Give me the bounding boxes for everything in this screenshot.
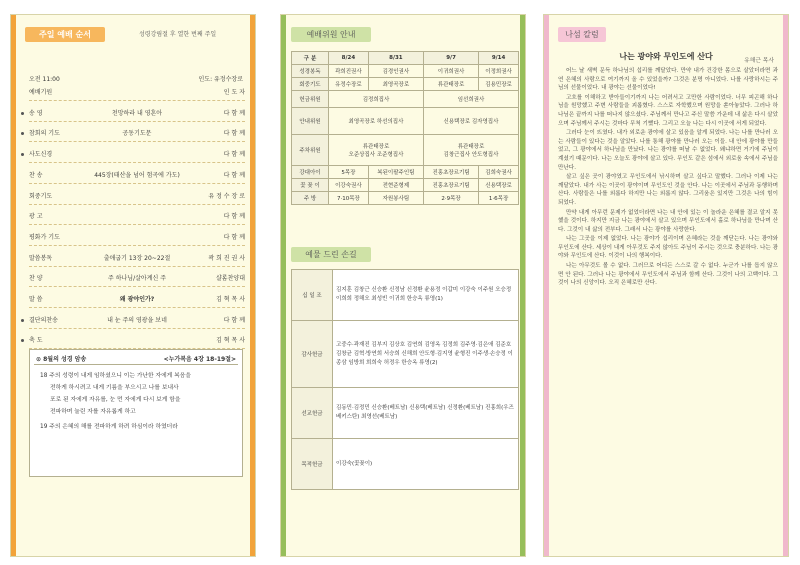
schedule-cell: 김용민장로	[479, 78, 519, 91]
order-item-detail: 출애굽기 13장 20~22절	[103, 254, 171, 262]
order-item-person: 다 함 께	[223, 316, 245, 324]
order-item-person: 다 함 께	[223, 233, 245, 241]
offering-names: 김지훈 김창근 신승환 신정남 신정환 윤용정 이갑미 이강숙 이주원 오승정 이희희 정해오 최성빈 이귀희 한승옥 류영(1)	[333, 270, 519, 321]
schedule-row	[292, 78, 519, 91]
order-item-name: 말씀봉독	[29, 254, 53, 262]
order-item-detail: 왜 광야인가?	[119, 296, 155, 303]
order-item-name: 찬 송	[29, 171, 43, 179]
order-item-person: 인 도 자	[223, 89, 245, 96]
bullet-icon	[21, 339, 24, 342]
dotted-divider	[29, 266, 245, 267]
order-item	[29, 150, 245, 159]
schedule-cell: 이귀희권사	[423, 65, 478, 78]
order-item-person: 곽 희 진 권 사	[208, 254, 245, 262]
schedule-row	[292, 166, 519, 179]
column-panel	[543, 14, 789, 557]
order-item-person: 김 혁 목 사	[216, 337, 245, 345]
schedule-row	[292, 91, 519, 108]
offering-names: 이강숙(꽃꽂이)	[333, 439, 519, 490]
schedule-cell: 곽희진권사	[329, 65, 369, 78]
schedule-cell: 복된이팔주인팀	[368, 166, 423, 179]
offering-category: 십 일 조	[292, 270, 333, 321]
order-item-name: 사도신경	[29, 151, 53, 159]
panel-edge	[250, 15, 255, 556]
schedule-header-cell: 9/14	[479, 52, 519, 65]
schedule-row-label: 주 방	[292, 192, 329, 205]
schedule-row-label: 회중기도	[292, 78, 329, 91]
order-item-name: 광 고	[29, 213, 43, 221]
scripture-line: 전하게 하시려고 내게 기름을 부으시고 나를 보내사	[50, 385, 179, 391]
order-item-name: 송 영	[29, 109, 43, 117]
worship-order-tab: 주일 예배 순서	[25, 27, 105, 42]
order-item-detail: 주 하나님/살아계신 주	[107, 275, 166, 283]
bullet-icon	[21, 153, 24, 156]
column-paragraph: 나는 아무것도 볼 수 없다. 그러므로 어디든 스스로 갈 수 없다. 누군가 나를 돕지 않으면 안 된다. 그러나 나는 광야에서 무인도에서 주님과 함께 산다. 그것이 나의 고백이다. 그것이 나의 신앙이다. 오직 은혜로만 산다.	[558, 263, 778, 287]
panel-edge	[783, 15, 788, 556]
schedule-cell: 신용택장로 김자영집사	[423, 108, 518, 135]
offering-row	[292, 439, 519, 490]
worship-volunteers-tab: 예배위원 안내	[291, 27, 371, 42]
schedule-cell: 1·6목장	[479, 192, 519, 205]
dotted-divider	[29, 245, 245, 246]
schedule-cell: 김희숙권사	[479, 166, 519, 179]
volunteer-schedule-table	[291, 51, 519, 205]
offering-category: 감사헌금	[292, 321, 333, 388]
order-item-name: 결단의찬송	[29, 316, 58, 324]
scripture-line: 전파하며 눌린 자를 자유롭게 하고	[50, 409, 136, 415]
sunday-subtitle: 성령강림절 후 열한 번째 주일	[139, 31, 217, 38]
schedule-row-label: 성경봉독	[292, 65, 329, 78]
dotted-divider	[29, 100, 245, 101]
schedule-cell: 최영곡장로	[368, 78, 423, 91]
schedule-cell: 진홍초장르기팀	[423, 166, 478, 179]
order-item-detail: 445장(태산을 넘어 험곡에 가도)	[94, 171, 180, 179]
schedule-cell: 임선희권사	[423, 91, 518, 108]
dotted-divider	[29, 328, 245, 329]
schedule-row	[292, 135, 519, 166]
order-item-name: 말 씀	[29, 296, 43, 303]
schedule-cell: 2·9목장	[423, 192, 478, 205]
order-item	[29, 316, 245, 325]
order-item-person: 다 함 께	[223, 109, 245, 117]
dotted-divider	[29, 121, 245, 122]
schedule-cell: 신용택장로	[479, 179, 519, 192]
volunteers-panel	[280, 14, 526, 557]
panel-edge	[11, 15, 16, 556]
schedule-row	[292, 192, 519, 205]
schedule-cell: 7·10목장	[329, 192, 369, 205]
panel-edge	[544, 15, 549, 556]
schedule-row-label: 주차위원	[292, 135, 329, 166]
schedule-header-cell: 구 분	[292, 52, 329, 65]
order-item-person: 김 혁 목 사	[216, 296, 245, 303]
order-item-person: 유 정 수 장 로	[208, 192, 245, 200]
schedule-row-label: 안내위원	[292, 108, 329, 135]
offering-category: 목적헌금	[292, 439, 333, 490]
column-paragraph: 살고 싶은 곳이 광야였고 무인도에서 낚시하며 살고 싶다고 말했다. 그러나 이제 나는 깨달았다. 내가 사는 이곳이 광야이며 무인도인 것을 안다. 나는 이곳에서 주님과 동행하며 산다. 사람들은 나를 외롭다 하지만 나는 외롭지 않다. 그리움은 있지만 그것은 나의 힘이 되었다.	[558, 174, 778, 206]
column-paragraph: 고흐를 이해하고 받아들이기까지 나는 어려서고 고만한 사람이었다. 너무 피곤해 하나님을 원망했고 주변 사람들을 괴롭혔다. 스스로 자학했으며 원망을 쏟아놓았다. 그러나 하나님은 끝까지 나를 떠나지 않으셨다. 주님께서 만나고 주신 말씀 가운데 내 삶은 다시 살았으며 주님께서 주시는 것마다 무척 기뻤다. 그리고 오늘 나는 다시 이곳에 서게 되었다.	[558, 94, 778, 127]
schedule-cell: 유정수장로	[329, 78, 369, 91]
panel-edge	[281, 15, 286, 556]
offering-row	[292, 388, 519, 439]
dotted-divider	[29, 224, 245, 225]
scripture-memorization-box	[29, 349, 243, 477]
scripture-title: ⊙ 8월의 성경 암송	[36, 356, 87, 363]
order-item	[29, 274, 245, 283]
order-item-detail: 공동기도문	[122, 130, 152, 138]
bullet-icon	[21, 132, 24, 135]
order-item-person: 샬롬찬양대	[216, 275, 245, 283]
schedule-header-cell: 8/24	[329, 52, 369, 65]
column-paragraph: 만약 내게 아무런 문제가 없었더라면 나는 내 안에 있는 이 놀라운 은혜를 결코 알지 못했을 것이다. 하지만 지금 나는 광야에서 살고 있으며 무인도에서 홀로 하나님을 만나며 산다. 그것이 내 삶의 전부다. 그래서 나는 광야를 사랑한다.	[558, 209, 778, 233]
order-item-person: 다 함 께	[223, 171, 245, 179]
order-item-detail: 내 눈 주의 영광을 보네	[107, 316, 167, 324]
schedule-cell: 류관태장로 오준상집사 조준형집사	[329, 135, 424, 166]
schedule-cell: 5목장	[329, 166, 369, 179]
order-item	[29, 295, 245, 304]
offering-row	[292, 270, 519, 321]
dotted-divider	[29, 141, 245, 142]
bullet-icon	[21, 112, 24, 115]
order-item-detail: 천망하라 내 영혼아	[111, 109, 163, 117]
bullet-icon	[21, 319, 24, 322]
order-item-name: 예배기원	[29, 89, 53, 96]
scripture-reference: <누가복음 4장 18-19절>	[163, 356, 236, 363]
order-item-person: 다 함 께	[223, 151, 245, 159]
dotted-divider	[29, 183, 245, 184]
schedule-header-cell: 8/31	[368, 52, 423, 65]
schedule-cell: 진홍초장르기팀	[423, 179, 478, 192]
dotted-divider	[29, 348, 245, 349]
schedule-cell: 이강숙권사	[329, 179, 369, 192]
order-item	[29, 212, 245, 221]
order-item-name: 회중기도	[29, 192, 53, 200]
dotted-divider	[29, 307, 245, 308]
column-paragraph: 어느 날 새벽 문득 하나님의 섭리를 깨달았다. 만약 내가 건강한 몸으로 살았더라면 과연 은혜의 사람으로 여기까지 올 수 있었을까? 그것은 분명 아니었다. 나를 사랑하시는 주님의 선물이었다. 내 광야는 선물이었다!	[558, 68, 778, 92]
offerings-tab: 예물 드린 손길	[291, 247, 371, 262]
order-item-name: 축 도	[29, 337, 43, 345]
order-item-name: 찬 양	[29, 275, 43, 283]
offering-category: 선교헌금	[292, 388, 333, 439]
offering-names: 김동민·김정민 신승환(베트남) 신용택(베트남) 신정환(베트남) 진홍희(우즈베키스탄) 최영선(베트남)	[333, 388, 519, 439]
order-item	[29, 171, 245, 180]
offering-names: 고중수·곽재진 김부지 김상호 김연희 김영옥 김정희 김주영·김은애 김준호 김창균 김혁·방연희 서승희 신해희 안도형·김지영 윤형진 이주생·손승정 이종삼 임방희 희희숙 허정우 한승옥 류영(2)	[333, 321, 519, 388]
schedule-cell: 자원봉사팀	[368, 192, 423, 205]
schedule-row	[292, 108, 519, 135]
service-time: 오전 11:00	[29, 76, 60, 83]
dotted-divider	[29, 204, 245, 205]
scripture-line: 19 주의 은혜의 해를 전파하게 하려 하심이라 하였더라	[40, 424, 178, 430]
order-item	[29, 192, 245, 201]
order-item	[29, 88, 245, 97]
column-body	[558, 67, 778, 289]
column-paragraph: 그러다 눈이 뜨였다. 내가 외로운 광야에 살고 있음을 알게 되었다. 나는 나를 만나러 오는 사람들이 있다는 것을 알았다. 나를 통해 광야를 만나러 오는 이들. 내 안에 광야를 만들었고, 그 광야에서 하나님을 만났다. 나는 광야를 떠날 수 없었다. 왜냐하면 거기에 주님이 계셨기 때문이다. 나는 오늘도 광야에 살고 있다. 무인도 같은 섬에서 외로움 속에서 주님을 만난다.	[558, 130, 778, 171]
schedule-row-label: 꽃 꽂 이	[292, 179, 329, 192]
order-item	[29, 129, 245, 138]
schedule-row	[292, 65, 519, 78]
order-item-name: 참회의 기도	[29, 130, 60, 138]
scripture-line: 18 주의 성령이 내게 임하셨으니 이는 가난한 자에게 복음을	[40, 373, 191, 379]
schedule-header-cell: 9/7	[423, 52, 478, 65]
order-item-name: 평화가 기도	[29, 233, 60, 241]
scripture-text	[40, 370, 236, 433]
offering-row	[292, 321, 519, 388]
service-leader: 인도: 유정수장로	[198, 76, 243, 83]
order-item-person: 다 함 께	[223, 213, 245, 221]
schedule-cell: 이정희권사	[479, 65, 519, 78]
schedule-cell: 김경인권사	[368, 65, 423, 78]
order-item	[29, 233, 245, 242]
dotted-divider	[29, 162, 245, 163]
column-title: 나는 광야와 무인도에 산다	[619, 52, 713, 61]
schedule-row-label: 헌금위원	[292, 91, 329, 108]
schedule-cell: 류관태장로 김창근집사 안도형집사	[423, 135, 518, 166]
order-item	[29, 109, 245, 118]
column-tab: 나섬 칼럼	[558, 27, 606, 42]
schedule-cell: 최영곡장로 하선의집사	[329, 108, 424, 135]
panel-edge	[520, 15, 525, 556]
order-item	[29, 254, 245, 263]
schedule-cell: 류관태장로	[423, 78, 478, 91]
column-author: 유해근 목사	[744, 58, 774, 64]
schedule-row-label: 강대아이	[292, 166, 329, 179]
schedule-row	[292, 179, 519, 192]
order-item	[29, 336, 245, 345]
worship-order-panel	[10, 14, 256, 557]
schedule-cell: 전현준형제	[368, 179, 423, 192]
order-item-person: 다 함 께	[223, 130, 245, 138]
column-paragraph: 나는 그곳을 이제 없었다. 나는 광야가 섭리이며 은혜라는 것을 깨닫는다. 나는 광야와 무인도에 산다. 세상이 내게 아무것도 주지 않아도 주님이 주시는 것으로 충분하다. 나는 광야와 무인도에 산다. 이것이 나의 행복이다.	[558, 236, 778, 260]
scripture-line: 포로 된 자에게 자유를, 눈 먼 자에게 다시 보게 함을	[50, 397, 181, 403]
offerings-table	[291, 269, 519, 490]
schedule-cell: 김정희집사	[329, 91, 424, 108]
dotted-divider	[29, 286, 245, 287]
